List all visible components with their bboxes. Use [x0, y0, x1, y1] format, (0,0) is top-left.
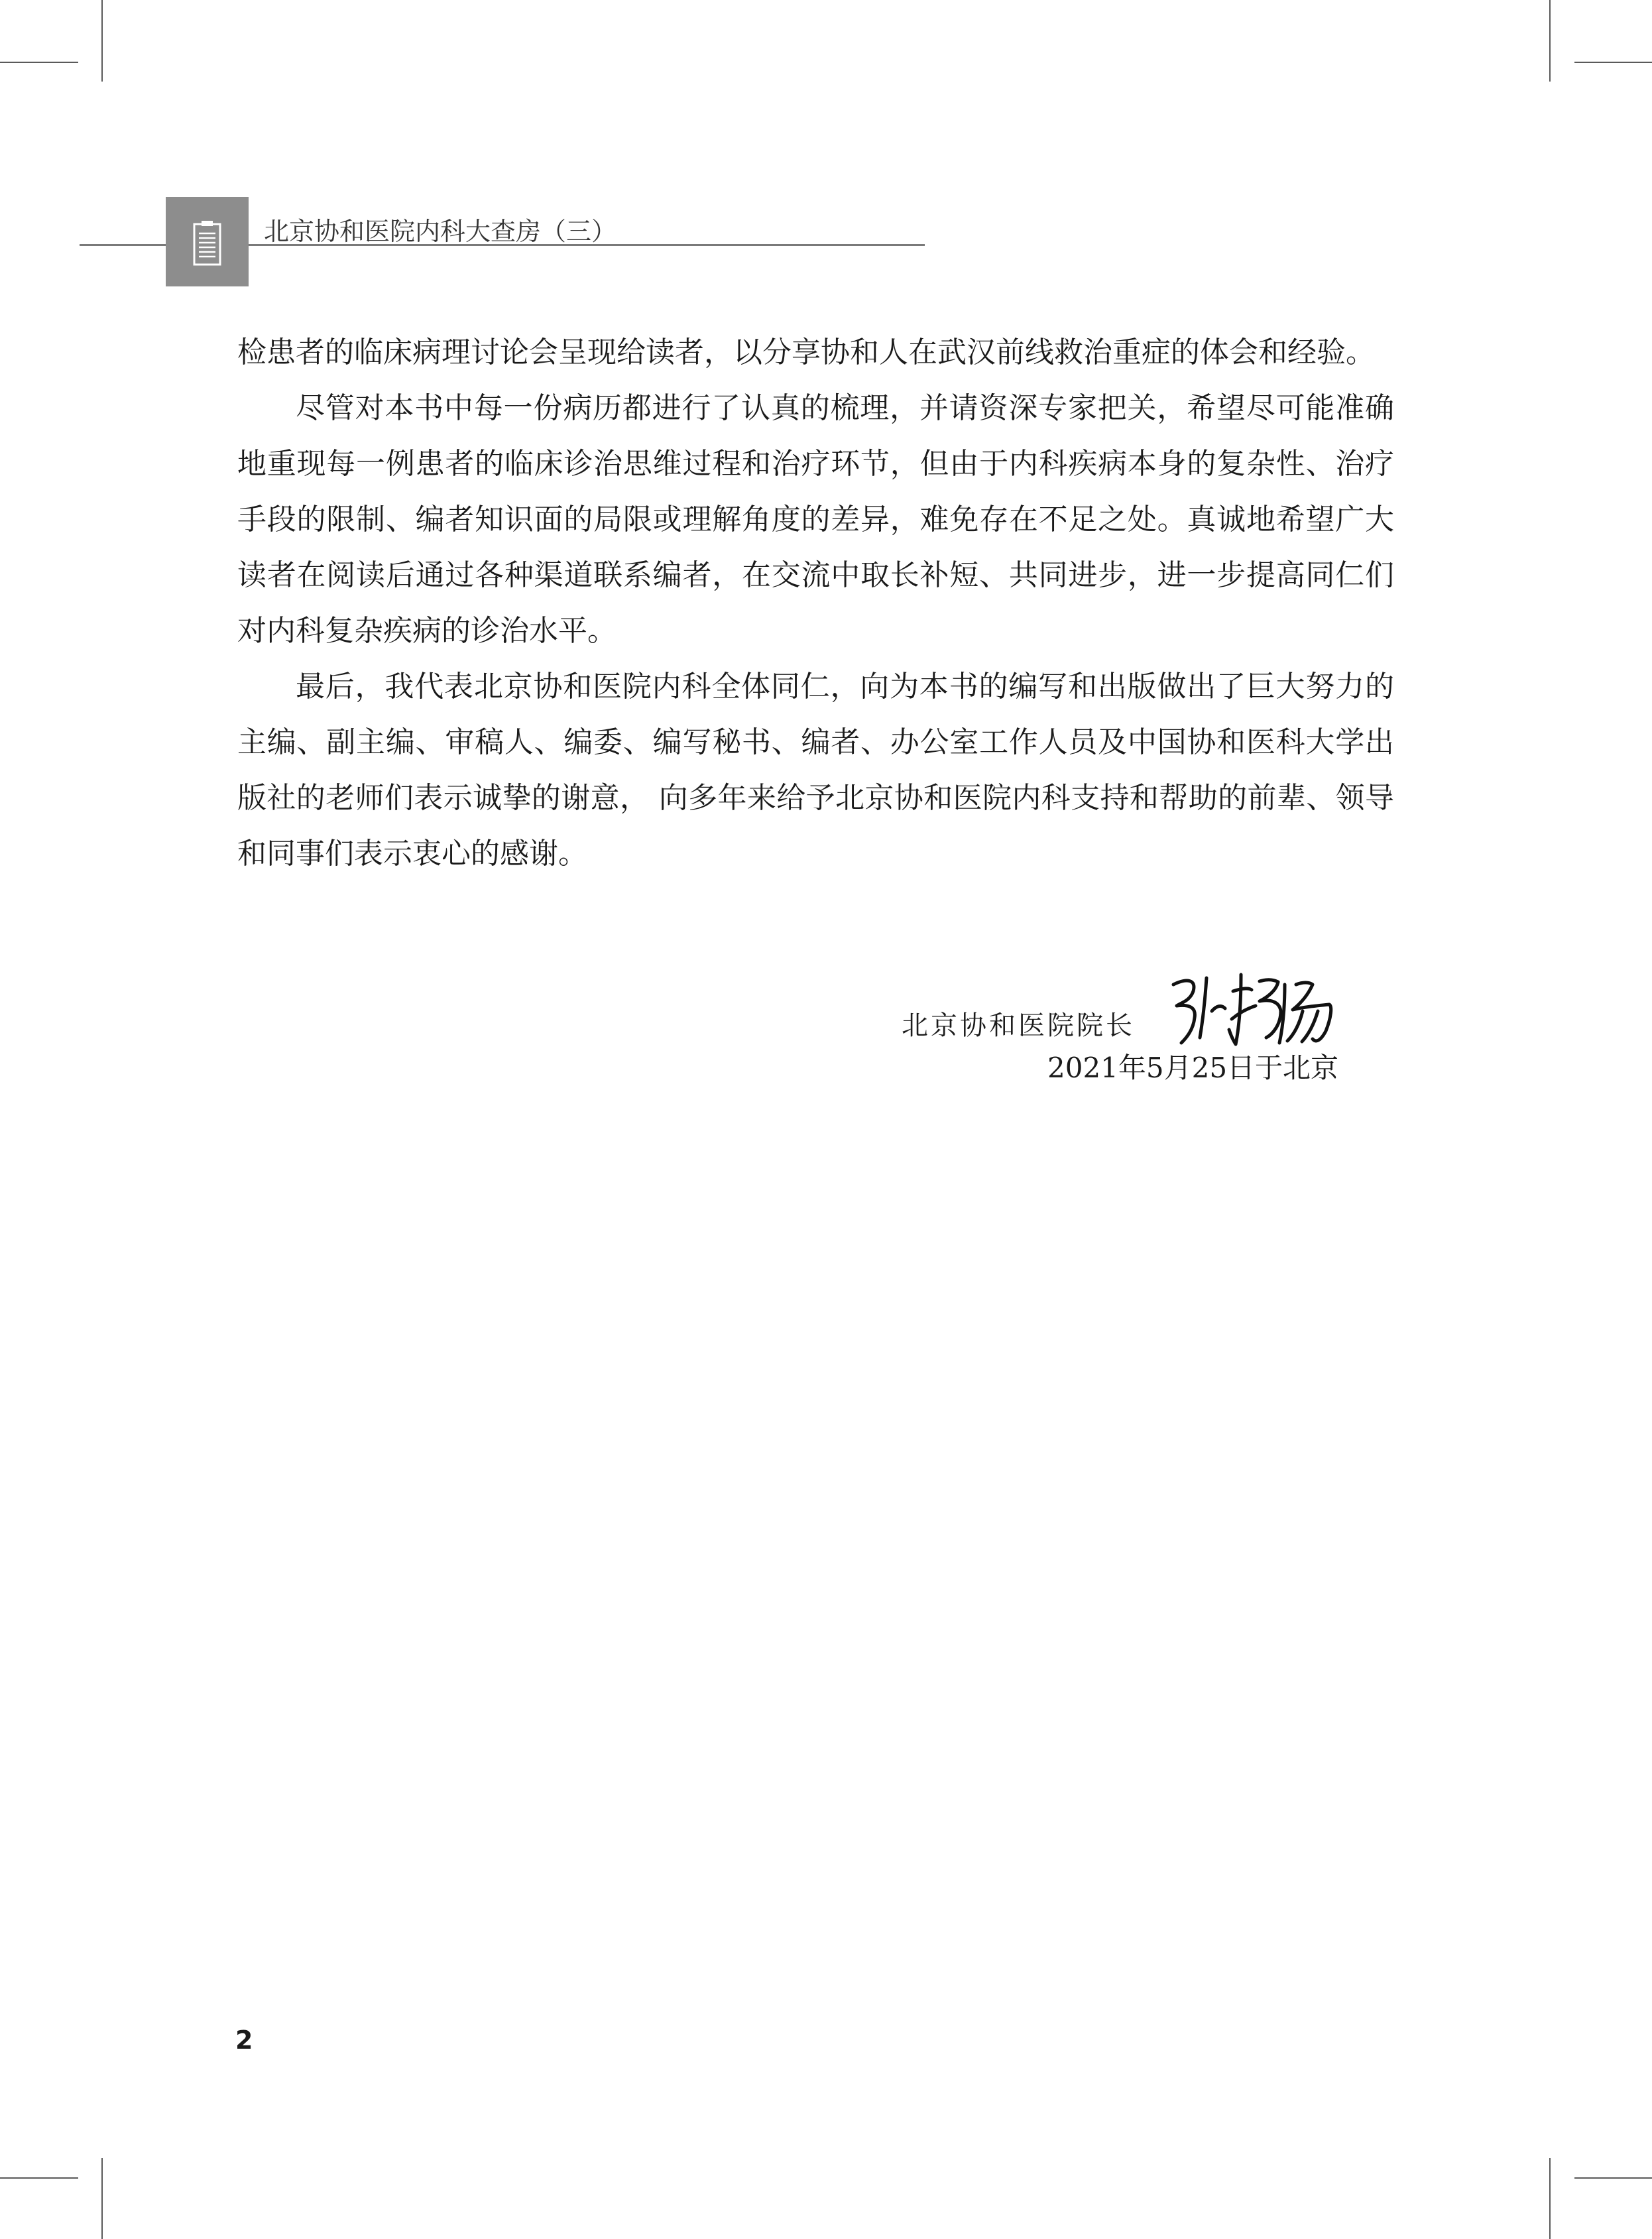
paragraph-1: 检患者的临床病理讨论会呈现给读者，以分享协和人在武汉前线救治重症的体会和经验。 — [237, 335, 1375, 369]
crop-mark-bottom-left-v — [101, 2158, 103, 2239]
document-icon — [192, 220, 222, 267]
signature-title: 北京协和医院院长 — [902, 1010, 1135, 1041]
page-number: 2 — [235, 2026, 253, 2055]
signature-date: 2021年5月25日于北京 — [1047, 1052, 1339, 1084]
signature-row — [902, 965, 1352, 1044]
handwritten-signature — [1167, 965, 1352, 1051]
paragraph-3: 最后，我代表北京协和医院内科全体同仁，向为本书的编写和出版做出了巨大努力的主编、副主编、审稿人、编委、编写秘书、编者、办公室工作人员及中国协和医科大学出版社的老师们表示诚挚的谢意， 向多年来给予北京协和医院内科支持和帮助的前辈、领导和同事们表示衷心的感谢。 — [237, 670, 1394, 871]
running-title: 北京协和医院内科大查房（三） — [264, 217, 617, 246]
header-block — [166, 197, 249, 286]
crop-mark-bottom-right-h — [1574, 2177, 1652, 2179]
header-rule-left — [80, 244, 166, 246]
crop-mark-bottom-left-h — [0, 2177, 78, 2179]
paragraph-2: 尽管对本书中每一份病历都进行了认真的梳理，并请资深专家把关，希望尽可能准确地重现每一例患者的临床诊治思维过程和治疗环节，但由于内科疾病本身的复杂性、治疗手段的限制、编者知识面的局限或理解角度的差异，难免存在不足之处。真诚地希望广大读者在阅读后通过各种渠道联系编者，在交流中取长补短、共同进步，进一步提高同仁们对内科复杂疾病的诊治水平。 — [237, 391, 1394, 648]
crop-mark-top-right-v — [1549, 0, 1551, 82]
crop-mark-top-left-h — [0, 62, 78, 63]
crop-mark-bottom-right-v — [1549, 2158, 1551, 2239]
crop-mark-top-left-v — [101, 0, 103, 82]
body-text — [237, 325, 1394, 882]
crop-mark-top-right-h — [1574, 62, 1652, 63]
